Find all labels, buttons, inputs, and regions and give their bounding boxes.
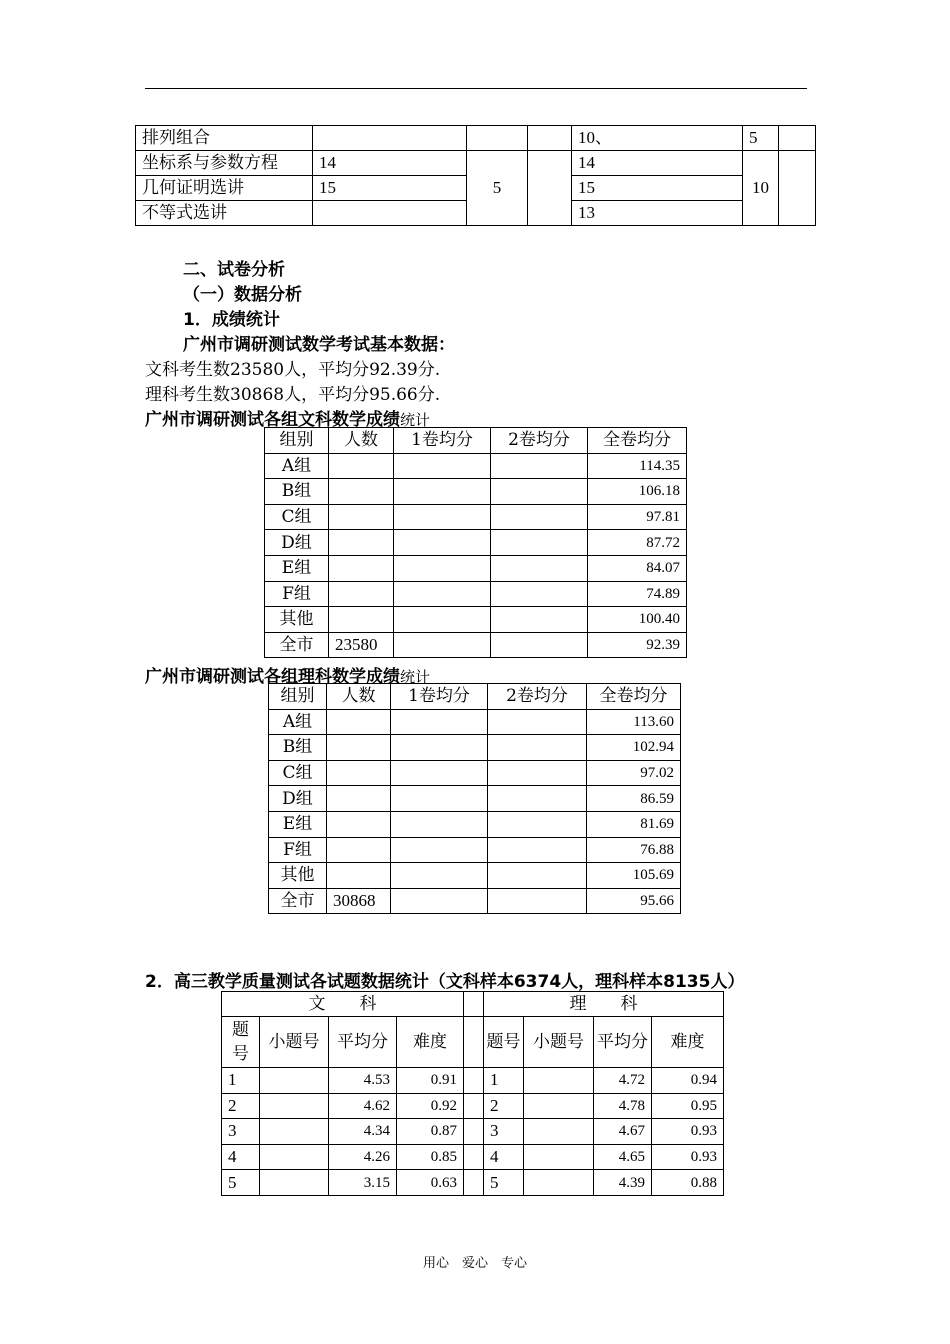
table-cell: [391, 888, 488, 914]
table-cell: [327, 709, 391, 735]
table-row: [269, 786, 681, 812]
table-cell: [329, 530, 394, 556]
table-cell: [327, 811, 391, 837]
topic-cell: 排列组合: [136, 126, 313, 151]
table-cell: D组: [265, 530, 329, 556]
table-cell: E组: [269, 811, 327, 837]
table-cell: 102.94: [587, 735, 681, 761]
table-cell: 4.67: [594, 1119, 652, 1145]
table-cell: [394, 555, 491, 581]
table-cell: [329, 607, 394, 633]
table-header-row: [222, 1017, 724, 1068]
table-cell: 0.95: [652, 1093, 724, 1119]
table-cell: 4.78: [594, 1093, 652, 1119]
table-cell: A组: [265, 453, 329, 479]
column-header: 题号: [484, 1017, 524, 1068]
table-cell: 0.87: [397, 1119, 464, 1145]
table-cell: 4.72: [594, 1068, 652, 1094]
table-cell: 114.35: [588, 453, 687, 479]
table-cell: [391, 837, 488, 863]
page-footer: 用心 爱心 专心: [422, 1256, 527, 1271]
table-row: [269, 760, 681, 786]
section-title: 二、试卷分析: [183, 260, 285, 280]
table-cell: [488, 863, 587, 889]
table-cell: [394, 504, 491, 530]
table-cell: 其他: [269, 863, 327, 889]
topic-table: [135, 125, 816, 226]
table-cell: [329, 479, 394, 505]
table-cell: [394, 581, 491, 607]
table-cell: [488, 811, 587, 837]
item-stats-table: [221, 991, 724, 1196]
table-cell: [260, 1144, 329, 1170]
table-cell: [524, 1093, 594, 1119]
table-cell: B组: [269, 735, 327, 761]
li-summary: 理科考生数30868人，平均分95.66分.: [145, 385, 441, 405]
table-cell: 其他: [265, 607, 329, 633]
column-header: 1卷均分: [394, 428, 491, 454]
table-cell: [488, 786, 587, 812]
table-cell: [488, 760, 587, 786]
table-row: [222, 1119, 724, 1145]
table-cell: 3.15: [329, 1170, 397, 1196]
table-cell: [327, 735, 391, 761]
table-cell: 87.72: [588, 530, 687, 556]
table-row: [265, 504, 687, 530]
table-cell: [260, 1068, 329, 1094]
table-cell: [327, 760, 391, 786]
table-cell: E组: [265, 555, 329, 581]
table-cell: 全市: [265, 632, 329, 658]
table-cell: 0.88: [652, 1170, 724, 1196]
table-cell: 84.07: [588, 555, 687, 581]
table-cell: [488, 888, 587, 914]
subsection-title: 1．成绩统计: [183, 310, 280, 330]
table-cell: [391, 709, 488, 735]
table-cell: [394, 453, 491, 479]
column-header: 全卷均分: [587, 684, 681, 710]
table-cell: D组: [269, 786, 327, 812]
table-cell: [327, 863, 391, 889]
table-cell: 106.18: [588, 479, 687, 505]
wen-table-title: 广州市调研测试各组文科数学成绩统计: [145, 410, 431, 430]
table-cell: 100.40: [588, 607, 687, 633]
table-row: [265, 581, 687, 607]
table-cell: 3: [222, 1119, 260, 1145]
table-cell: 全市: [269, 888, 327, 914]
table-cell: 97.81: [588, 504, 687, 530]
column-header: 平均分: [329, 1017, 397, 1068]
table-cell: A组: [269, 709, 327, 735]
column-header: 小题号: [260, 1017, 329, 1068]
table-cell: 0.85: [397, 1144, 464, 1170]
table-cell: [260, 1119, 329, 1145]
table-cell: 3: [484, 1119, 524, 1145]
table-cell: 4: [484, 1144, 524, 1170]
basic-data-title: 广州市调研测试数学考试基本数据：: [183, 335, 455, 355]
table-cell: [524, 1068, 594, 1094]
table-cell: [488, 709, 587, 735]
table-cell: [524, 1119, 594, 1145]
table-cell: 76.88: [587, 837, 681, 863]
table-cell: [488, 837, 587, 863]
table-row: [265, 555, 687, 581]
table-cell: 97.02: [587, 760, 681, 786]
table-cell: F组: [265, 581, 329, 607]
table-cell: 0.93: [652, 1119, 724, 1145]
table-cell: [394, 530, 491, 556]
table-cell: 4.53: [329, 1068, 397, 1094]
table-cell: [491, 581, 588, 607]
table-cell: [491, 555, 588, 581]
table-cell: 105.69: [587, 863, 681, 889]
table-cell: [329, 581, 394, 607]
table-cell: [491, 632, 588, 658]
table-row: [222, 1093, 724, 1119]
table-cell: [391, 735, 488, 761]
li-group-header: 理 科: [484, 992, 724, 1017]
table-cell: 5: [222, 1170, 260, 1196]
table-cell: [491, 504, 588, 530]
table-row: 几何证明选讲 15 15: [136, 176, 816, 201]
table-cell: [491, 453, 588, 479]
table-row: 排列组合 10、 5: [136, 126, 816, 151]
li-score-table: [268, 683, 681, 914]
table-cell: [491, 530, 588, 556]
table-cell: [391, 811, 488, 837]
table-cell: [391, 786, 488, 812]
table-row: [222, 1068, 724, 1094]
table-cell: 0.63: [397, 1170, 464, 1196]
table-cell: F组: [269, 837, 327, 863]
table-row: [265, 530, 687, 556]
table-cell: [394, 632, 491, 658]
table-cell: 92.39: [588, 632, 687, 658]
wen-group-header: 文 科: [222, 992, 464, 1017]
table-header-row: [269, 684, 681, 710]
column-header: 2卷均分: [488, 684, 587, 710]
table-row: [222, 1170, 724, 1196]
table-cell: [329, 555, 394, 581]
wen-score-table: [264, 427, 687, 658]
subsection-title: （一）数据分析: [183, 285, 302, 305]
table-cell: 5: [484, 1170, 524, 1196]
table-row: [265, 453, 687, 479]
table-cell: 0.92: [397, 1093, 464, 1119]
table-cell: 95.66: [587, 888, 681, 914]
table-row: 不等式选讲 13: [136, 201, 816, 226]
table-row: [269, 811, 681, 837]
table-cell: [329, 453, 394, 479]
column-header: 小题号: [524, 1017, 594, 1068]
table-row: [269, 837, 681, 863]
table-row: [269, 709, 681, 735]
table-cell: C组: [265, 504, 329, 530]
table-cell: 4.65: [594, 1144, 652, 1170]
table-row: [265, 479, 687, 505]
table-cell: 0.91: [397, 1068, 464, 1094]
table-cell: [394, 479, 491, 505]
table-cell: [491, 479, 588, 505]
table-cell: [488, 735, 587, 761]
table-row: [265, 632, 687, 658]
table-cell: 30868: [327, 888, 391, 914]
table-cell: [491, 607, 588, 633]
merged-cell: 10: [743, 151, 779, 226]
table-cell: 1: [222, 1068, 260, 1094]
table-cell: B组: [265, 479, 329, 505]
table-row: 坐标系与参数方程 14 5 14 10: [136, 151, 816, 176]
table-row: [269, 735, 681, 761]
column-header: 2卷均分: [491, 428, 588, 454]
table-cell: 2: [484, 1093, 524, 1119]
table-cell: [327, 786, 391, 812]
table-header-row: [265, 428, 687, 454]
table-row: [269, 863, 681, 889]
table-cell: [391, 760, 488, 786]
item-stats-title: 2．高三教学质量测试各试题数据统计（文科样本6374人，理科样本8135人）: [145, 972, 745, 992]
column-header: 平均分: [594, 1017, 652, 1068]
table-cell: [524, 1144, 594, 1170]
table-cell: C组: [269, 760, 327, 786]
table-cell: 1: [484, 1068, 524, 1094]
merged-cell: 5: [467, 151, 528, 226]
column-header: 题号: [222, 1017, 260, 1068]
wen-summary: 文科考生数23580人，平均分92.39分.: [145, 360, 441, 380]
table-cell: 23580: [329, 632, 394, 658]
table-cell: [327, 837, 391, 863]
table-row: [265, 607, 687, 633]
table-cell: [524, 1170, 594, 1196]
column-header: 人数: [327, 684, 391, 710]
column-header: 组别: [265, 428, 329, 454]
table-cell: 2: [222, 1093, 260, 1119]
li-table-title: 广州市调研测试各组理科数学成绩统计: [145, 667, 431, 687]
column-header: 1卷均分: [391, 684, 488, 710]
column-header: 全卷均分: [588, 428, 687, 454]
table-header-row: [222, 992, 724, 1017]
table-cell: 86.59: [587, 786, 681, 812]
table-cell: 0.93: [652, 1144, 724, 1170]
header-rule: [145, 88, 807, 89]
table-cell: [391, 863, 488, 889]
table-row: [269, 888, 681, 914]
table-cell: 113.60: [587, 709, 681, 735]
table-cell: 4.34: [329, 1119, 397, 1145]
column-header: 组别: [269, 684, 327, 710]
column-header: 人数: [329, 428, 394, 454]
table-row: [222, 1144, 724, 1170]
table-cell: 4.26: [329, 1144, 397, 1170]
table-cell: 4.62: [329, 1093, 397, 1119]
table-cell: 81.69: [587, 811, 681, 837]
table-cell: 74.89: [588, 581, 687, 607]
table-cell: [260, 1093, 329, 1119]
table-cell: 0.94: [652, 1068, 724, 1094]
column-header: 难度: [652, 1017, 724, 1068]
table-cell: [329, 504, 394, 530]
table-cell: 4: [222, 1144, 260, 1170]
table-cell: [260, 1170, 329, 1196]
table-cell: 4.39: [594, 1170, 652, 1196]
table-cell: [394, 607, 491, 633]
column-header: 难度: [397, 1017, 464, 1068]
